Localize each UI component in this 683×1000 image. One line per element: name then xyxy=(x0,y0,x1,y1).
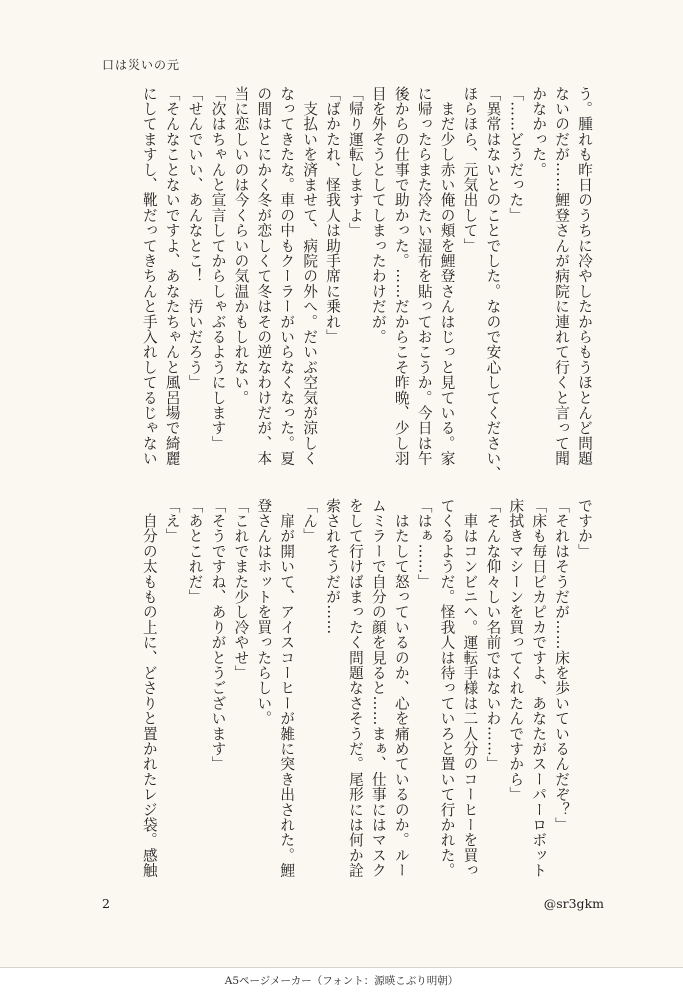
text-line: 床拭きマシーンを買ってくれたんですから」 xyxy=(507,498,525,802)
text-line: をして行けばまったく問題なさそうだ。尾形には何か詮 xyxy=(346,498,364,878)
text-line: なってきたな。車の中もクーラーがいらなくなった。夏 xyxy=(278,86,296,466)
text-line: 支払いを済ませて、病院の外へ。だいぶ空気が涼しく xyxy=(301,86,319,466)
text-line: 「そうですね、ありがとうございます」 xyxy=(209,498,227,772)
page-number: 2 xyxy=(102,896,110,911)
text-line: 「それはそうだが……床を歩いているんだぞ？」 xyxy=(553,498,571,833)
text-line: にしてますし、靴だってきちんと手入れしてるじゃない xyxy=(140,86,158,466)
text-line: 「床も毎日ピカピカですよ、あなたがスーパーロボット xyxy=(530,498,548,878)
text-line: 「異常はないとのことでした。なので安心してください、 xyxy=(484,86,502,482)
text-line: ですか」 xyxy=(576,498,593,559)
text-line: 「せんでいい、あんなとこ！ 汚いだろう」 xyxy=(186,86,204,390)
author-handle: @sr3gkm xyxy=(543,896,604,911)
text-line: 「え」 xyxy=(163,498,181,544)
text-line: はたして怒っているのか、心を痛めているのか。ルー xyxy=(392,498,410,878)
upper-text-block xyxy=(137,86,595,482)
text-line: 「はぁ……」 xyxy=(415,498,433,590)
text-line: 「……どうだった」 xyxy=(507,86,525,223)
text-line: 後からの仕事で助かった。……だからこそ昨晩、少し羽 xyxy=(392,86,410,466)
text-line: 「これでまた少し冷やせ」 xyxy=(232,498,250,681)
generator-caption: A5ページメーカー（フォント：源暎こぶり明朝） xyxy=(224,975,459,987)
text-line: ムミラーで自分の顔を見ると……まぁ、仕事にはマスク xyxy=(369,498,387,878)
text-line: ほらほら、元気出して」 xyxy=(461,86,479,254)
text-line: の間はとにかく冬が恋しくて冬はその逆なわけだが、本 xyxy=(255,86,273,466)
text-line: 索されそうだが…… xyxy=(324,498,342,635)
text-line: 「あとこれだ」 xyxy=(186,498,204,605)
text-line: 「次はちゃんと宣言してからしゃぶるようにします」 xyxy=(209,86,227,451)
text-line: 扉が開いて、アイスコーヒーが雑に突き出された。鯉 xyxy=(278,498,296,878)
text-line: 「帰り運転しますよ」 xyxy=(346,86,364,238)
text-line: う。腫れも昨日のうちに冷やしたからもうほとんど問題 xyxy=(576,86,593,466)
page-title: 口は災いの元 xyxy=(102,58,181,72)
lower-text-block xyxy=(137,498,595,878)
text-line: 「そんなことないですよ、あなたちゃんと風呂場で綺麗 xyxy=(163,86,181,466)
text-line: 車はコンビニへ。運転手様は二人分のコーヒーを買っ xyxy=(461,498,479,878)
text-line: 登さんはホットを買ったらしい。 xyxy=(255,498,273,726)
text-line: 自分の太ももの上に、どさりと置かれたレジ袋。感触 xyxy=(140,498,158,878)
text-line: 当に恋しいのは今くらいの気温かもしれない。 xyxy=(232,86,250,406)
text-line: かなかった。 xyxy=(530,86,548,178)
text-line: に帰ったらまた冷たい湿布を貼っておこうか。今日は午 xyxy=(415,86,433,466)
text-line: 「ん」 xyxy=(301,498,319,544)
text-line: 「そんな仰々しい名前ではないわ……」 xyxy=(484,498,502,772)
text-line: 目を外そうとしてしまったわけだが。 xyxy=(369,86,387,345)
text-line: 「ばかたれ、怪我人は助手席に乗れ」 xyxy=(324,86,342,345)
text-line: まだ少し赤い俺の頬を鯉登さんはじっと見ている。家 xyxy=(438,86,456,466)
text-line: てくるようだ。怪我人は待っていろと置いて行かれた。 xyxy=(438,498,456,878)
text-line: ないのだが……鯉登さんが病院に連れて行くと言って聞 xyxy=(553,86,571,466)
